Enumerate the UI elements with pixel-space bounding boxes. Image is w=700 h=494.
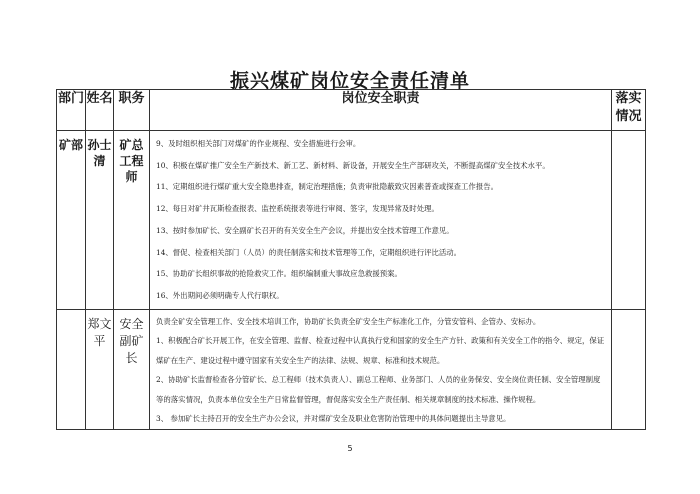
header-dept: 部门 bbox=[57, 90, 86, 131]
duty-item: 9、及时组织相关部门对煤矿的作业规程、安全措施进行会审。 bbox=[156, 139, 361, 148]
row-duties bbox=[150, 131, 612, 310]
responsibility-table bbox=[56, 89, 646, 430]
table-header-row bbox=[57, 90, 646, 131]
row-dept bbox=[57, 309, 86, 429]
page-number: 5 bbox=[347, 444, 353, 453]
row-position: 安全副矿长 bbox=[114, 309, 150, 429]
header-name: 姓名 bbox=[86, 90, 114, 131]
duty-item: 16、外出期间必须明确专人代行职权。 bbox=[156, 290, 284, 300]
table-row bbox=[57, 131, 646, 310]
duty-item: 14、督促、检查相关部门（人员）的责任制落实和技术管理等工作，定期组织进行评比活动。 bbox=[156, 247, 462, 257]
duty-item: 15、协助矿长组织事故的抢险救灾工作。组织编制重大事故应急救援预案。 bbox=[156, 269, 402, 279]
duty-item: 负责全矿安全管理工作、安全技术培训工作，协助矿长负责全矿安全生产标准化工作，分管安管科、企管办、安标办。 bbox=[156, 316, 541, 326]
row-dept: 矿部 bbox=[57, 131, 86, 310]
duty-item: 3、 参加矿长主持召开的安全生产办公会议，并对煤矿安全及职业危害防治管理中的具体问题提出主导意见。 bbox=[156, 414, 511, 424]
document-title: 振兴煤矿岗位安全责任清单 bbox=[229, 70, 470, 92]
duty-item: 11、定期组织进行煤矿重大安全隐患排查，制定治理措施；负责审批隐蔽致灾因素普查或探查工作报告。 bbox=[156, 182, 498, 192]
table-row bbox=[57, 309, 646, 429]
row-status bbox=[612, 309, 646, 429]
row-duties bbox=[150, 309, 612, 429]
duty-item: 12、每日对矿井瓦斯检查报表、监控系统报表等进行审阅、签字，发现异常及时处理。 bbox=[156, 204, 439, 214]
duty-item: 2、协助矿长监督检查各分管矿长、总工程师（技术负责人）、副总工程师、业务部门、人员的业务保安、安全岗位责任制、安全管理制度等的落实情况，负责本单位安全生产日常监督管理，督促落实安全生产责任制、相关规章制度的技术标准、操作规程。 bbox=[156, 375, 601, 404]
header-duties: 岗位安全职责 bbox=[150, 90, 612, 131]
row-status bbox=[612, 131, 646, 310]
duty-item: 13、按时参加矿长、安全副矿长召开的有关安全生产会议，并提出安全技术管理工作意见。 bbox=[156, 225, 454, 235]
row-position: 矿总工程师 bbox=[114, 131, 150, 310]
header-status: 落实情况 bbox=[612, 90, 646, 131]
row-name: 孙士清 bbox=[86, 131, 114, 310]
duty-item: 1、积极配合矿长开展工作，在安全管理、监督、检查过程中认真执行党和国家的安全生产方针、政策和有关安全工作的指令、规定，保证煤矿在生产、建设过程中遵守国家有关安全生产的法律、法规、规章、标准和技术规范。 bbox=[156, 336, 605, 365]
duty-item: 10、积极在煤矿推广安全生产新技术、新工艺、新材料、新设备，开展安全生产部研攻关，不断提高煤矿安全技术水平。 bbox=[156, 160, 550, 170]
header-position: 职务 bbox=[114, 90, 150, 131]
row-name: 郑文平 bbox=[86, 309, 114, 429]
